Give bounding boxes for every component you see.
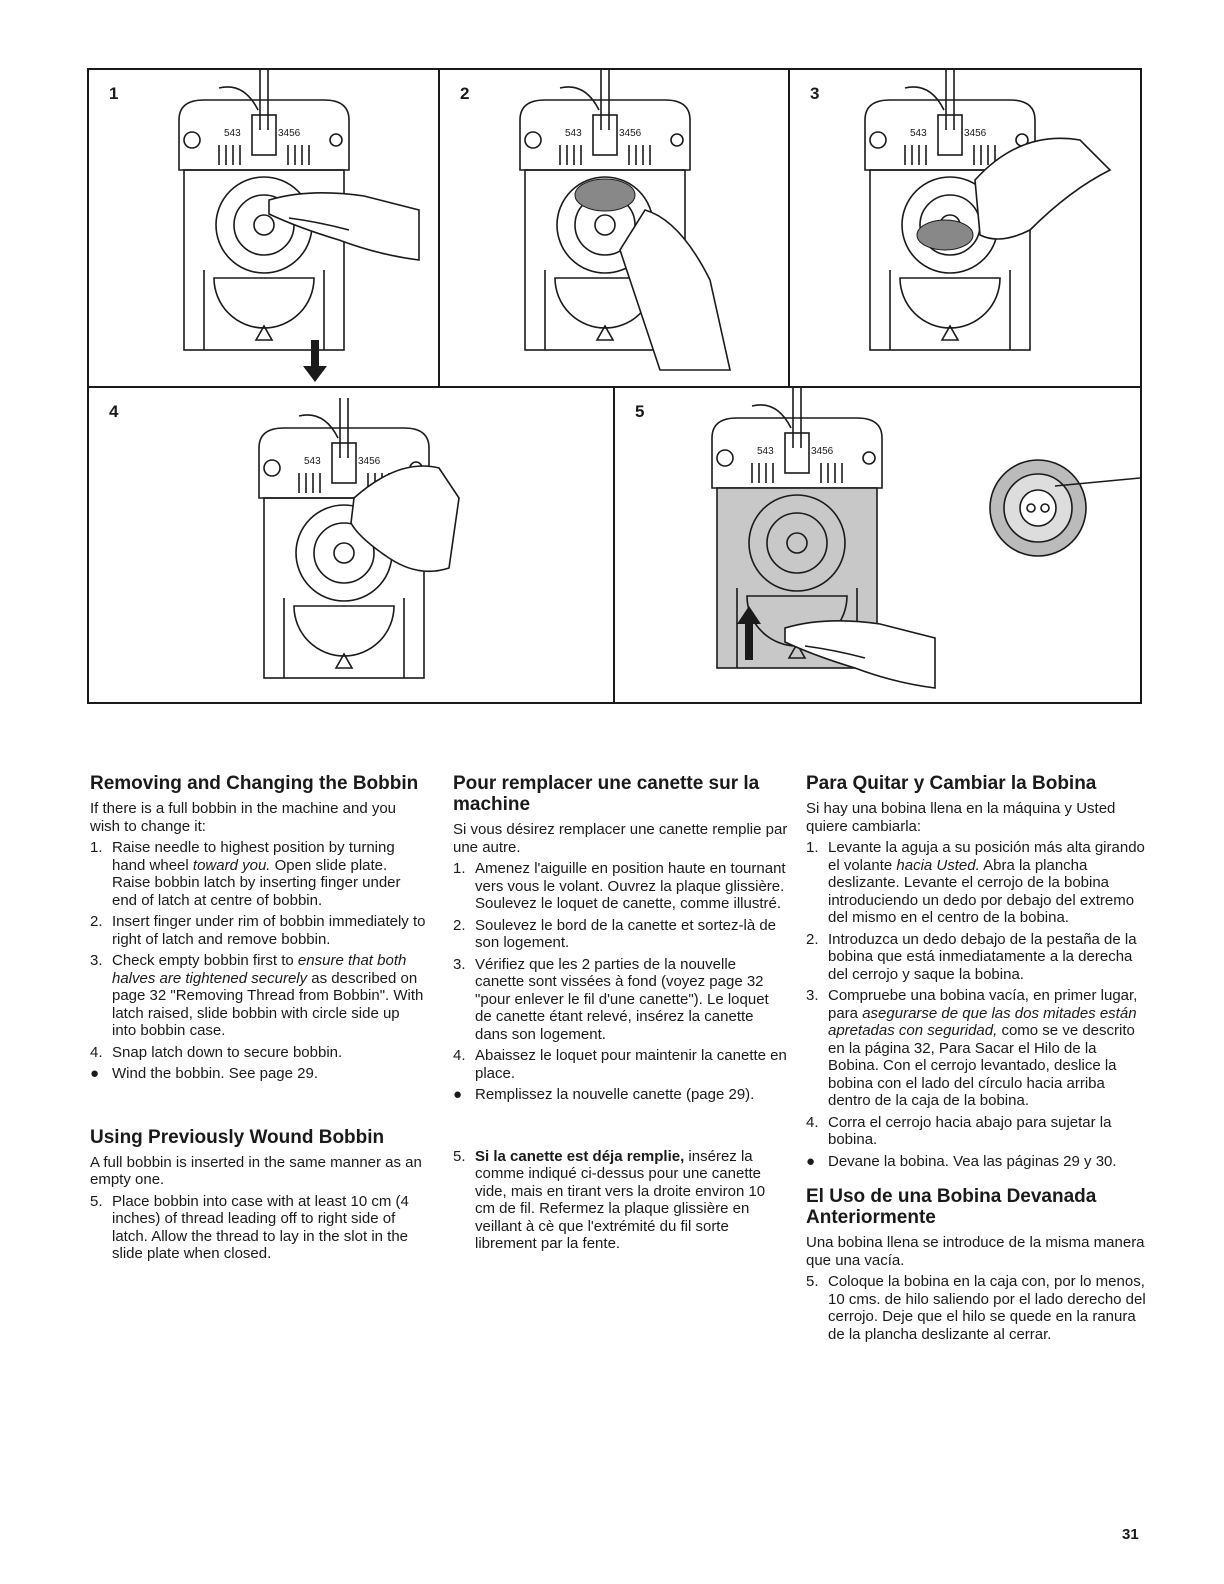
figure-panel-3 [790, 70, 1140, 388]
list-item: 2. Insert finger under rim of bobbin immediately to right of latch and remove bobbin. [90, 913, 426, 948]
list-item: 3. Vérifiez que les 2 parties de la nouvelle canette sont vissées à fond (voyez page 32 "pour enlever le fil d'une canette"). Le loquet de canette étant relevé, insérez la canette dans son logement. [453, 955, 769, 1043]
english-column [90, 773, 426, 1267]
list-item: 3. Compruebe una bobina vacía, en primer lugar, para asegurarse de que las dos mitades están apretadas con seguridad, como se ve descrito en la página 32, Para Sacar el Hilo de la Bobina. Con el cerrojo levantado, deslice la bobina con el lado del círculo hacia arriba dentro de la caja de la bobina. [806, 987, 1138, 1109]
plate-scale-right: 3456 [358, 456, 381, 467]
figure-panel-5 [615, 388, 1140, 702]
plate-scale-left: 543 [565, 128, 582, 139]
english-heading: Removing and Changing the Bobbin [90, 773, 419, 794]
spanish-heading-2: El Uso de una Bobina Devanada Anteriormente [806, 1186, 1097, 1228]
panel-number: 3 [810, 84, 820, 103]
english-intro: If there is a full bobbin in the machine and you wish to change it: [90, 800, 397, 835]
list-item: 4. Snap latch down to secure bobbin. [90, 1043, 343, 1061]
french-steps [453, 860, 789, 1104]
spanish-heading: Para Quitar y Cambiar la Bobina [806, 773, 1097, 794]
list-item: 2. Soulevez le bord de la canette et sortez-là de son logement. [453, 916, 777, 951]
slide-plate-closing-illustration-5 [615, 388, 1140, 702]
plate-scale-right: 3456 [964, 128, 987, 139]
figure-panel-1 [89, 70, 440, 388]
list-item: ● Wind the bobbin. See page 29. [90, 1065, 318, 1082]
bobbin-removal-illustration-1 [89, 70, 440, 388]
panel-number: 4 [109, 402, 119, 421]
list-item: 1. Levante la aguja a su posición más alta girando el volante hacia Usted. Abra la plancha deslizante. Levante el cerrojo de la bobina introduciendo un dedo por debajo del extremo del mismo en el centro de la bobina. [806, 839, 1145, 926]
list-item: 4. Abaissez le loquet pour maintenir la canette en place. [453, 1047, 787, 1082]
figure-panel-4 [89, 388, 615, 702]
french-heading: Pour remplacer une canette sur la machine [453, 773, 760, 815]
plate-scale-left: 543 [304, 456, 321, 467]
list-item: 5. Coloque la bobina en la caja con, por lo menos, 10 cms. de hilo saliendo por el lado derecho del cerrojo. Deje que el hilo se quede en la ranura de la plancha deslizante al cerrar. [806, 1273, 1146, 1343]
panel-number: 5 [635, 402, 645, 421]
plate-scale-right: 3456 [619, 128, 642, 139]
list-item: 5. Si la canette est déja remplie, insérez la comme indiqué ci-dessus pour une canette vide, mais en tirant vers la droite environ 10 cm de fil. Refermez la plaque glissière en veillant à cè que l'extrémité du fil sorte librement par la fente. [453, 1147, 766, 1252]
page-number: 31 [1122, 1526, 1139, 1543]
panel-number: 1 [109, 84, 119, 103]
english-heading-2: Using Previously Wound Bobbin [90, 1126, 385, 1148]
list-item: ● Devane la bobina. Vea las páginas 29 y 30. [806, 1152, 1117, 1170]
list-item: 4. Corra el cerrojo hacia abajo para sujetar la bobina. [806, 1113, 1112, 1148]
list-item: 3. Check empty bobbin first to ensure that both halves are tightened securely as described on page 32 "Removing Thread from Bobbin". With latch raised, slide bobbin with circle side up into bobbin case. [90, 952, 424, 1039]
list-item: 2. Introduzca un dedo debajo de la pestaña de la bobina que está inmediatamente a la derecha del cerrojo y saque la bobina. [806, 930, 1137, 983]
bobbin-insert-illustration-4 [89, 388, 615, 702]
list-item: ● Remplissez la nouvelle canette (page 29). [453, 1086, 755, 1103]
spanish-intro: Si hay una bobina llena en la máquina y Usted quiere cambiarla: [806, 800, 1116, 835]
plate-scale-left: 543 [757, 446, 774, 457]
list-item: 5. Place bobbin into case with at least 10 cm (4 inches) of thread leading off to right side of latch. Allow the thread to lay in the slot in the slide plate when closed. [90, 1192, 409, 1262]
list-item: 1. Amenez l'aiguille en position haute en tournant vers vous le volant. Ouvrez la plaque glissière. Soulevez le loquet de canette, comme illustré. [453, 860, 786, 912]
bobbin-removal-illustration-3 [790, 70, 1140, 388]
figure-panel-2 [440, 70, 790, 388]
illustration-grid [87, 68, 1142, 704]
english-intro-2: A full bobbin is inserted in the same manner as an empty one. [90, 1153, 422, 1188]
french-column [453, 773, 789, 1257]
plate-scale-right: 3456 [278, 128, 301, 139]
spanish-steps [806, 839, 1146, 1170]
spanish-column [806, 773, 1146, 1347]
plate-scale-left: 543 [224, 128, 241, 139]
plate-scale-left: 543 [910, 128, 927, 139]
list-item: 1. Raise needle to highest position by turning hand wheel toward you. Open slide plate. Raise bobbin latch by inserting finger under end of latch at centre of bobbin. [90, 839, 401, 909]
spanish-intro-2: Una bobina llena se introduce de la misma manera que una vacía. [806, 1234, 1145, 1269]
bobbin-removal-illustration-2 [440, 70, 790, 388]
plate-scale-right: 3456 [811, 446, 834, 457]
panel-number: 2 [460, 84, 470, 103]
french-intro: Si vous désirez remplacer une canette remplie par une autre. [453, 821, 788, 856]
english-steps [90, 839, 426, 1083]
